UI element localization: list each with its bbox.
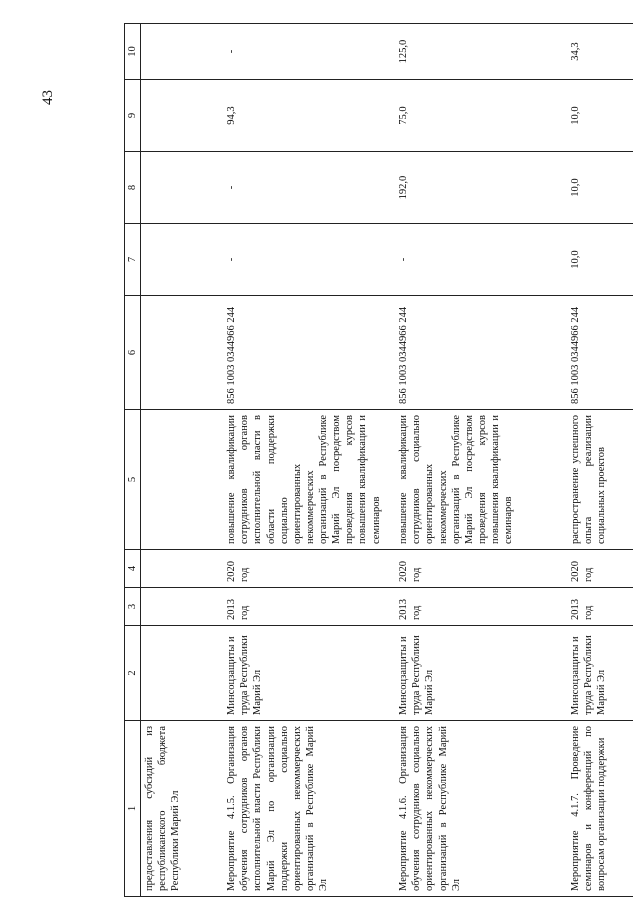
column-header: 4 [125,550,141,588]
column-header: 5 [125,410,141,550]
table-row [141,24,224,897]
expected-result-cell [141,410,224,550]
page-number: 43 [40,90,56,105]
expected-result-cell: повышение квалификации сотрудников органов исполнительной власти в области поддержки социально ориентированных некоммерческих организаций в Республике Марий Эл посредством проведения курсов повышения квалификации и семинаров [223,410,395,550]
amount-cell: 10,0 [567,224,633,296]
amount-cell [141,24,224,80]
measure-name-cell: Мероприятие 4.1.7. Проведение семинаров и конференций по вопросам организации поддержки [567,721,633,897]
measure-name-cell: предоставления субсидий из республиканского бюджета Республики Марий Эл [141,721,224,897]
executor-cell: Минсоцзащиты и труда Республики Марий Эл [395,626,567,721]
expected-result-cell: повышение квалификации сотрудников социально ориентированных некоммерческих организаций в Республике Марий Эл посредством проведения курсов повышения квалификации и семинаров [395,410,567,550]
amount-cell: 125,0 [395,24,567,80]
start-year-cell: 2013 год [223,588,395,626]
amount-cell: - [223,224,395,296]
program-measures-table [124,23,633,897]
column-header: 3 [125,588,141,626]
amount-cell [141,152,224,224]
amount-cell: 10,0 [567,152,633,224]
column-header: 6 [125,296,141,410]
amount-cell [141,80,224,152]
end-year-cell: 2020 год [223,550,395,588]
amount-cell: - [223,24,395,80]
measure-name-cell: Мероприятие 4.1.5. Организация обучения сотрудников органов исполнительной власти Республики Марий Эл по организации поддержки социально ориентированных некоммерческих организаций в Республике Марий Эл [223,721,395,897]
start-year-cell: 2013 год [395,588,567,626]
column-header: 7 [125,224,141,296]
column-header: 2 [125,626,141,721]
amount-cell: 192,0 [395,152,567,224]
executor-cell [141,626,224,721]
column-header: 10 [125,24,141,80]
expected-result-cell: распространение успешного опыта реализации социальных проектов [567,410,633,550]
budget-code-cell: 856 1003 0344966 244 [567,296,633,410]
end-year-cell: 2020 год [395,550,567,588]
column-header: 8 [125,152,141,224]
executor-cell: Минсоцзащиты и труда Республики Марий Эл [223,626,395,721]
table-header-row [125,24,141,897]
budget-code-cell: 856 1003 0344966 244 [223,296,395,410]
measure-name-cell: Мероприятие 4.1.6. Организация обучения сотрудников социально ориентированных некоммерческих организаций в Республике Марий Эл [395,721,567,897]
budget-code-cell [141,296,224,410]
table-row [223,24,395,897]
end-year-cell [141,550,224,588]
amount-cell: - [395,224,567,296]
amount-cell: 94,3 [223,80,395,152]
table-row [567,24,633,897]
start-year-cell: 2013 год [567,588,633,626]
budget-code-cell: 856 1003 0344966 244 [395,296,567,410]
start-year-cell [141,588,224,626]
amount-cell: 75,0 [395,80,567,152]
amount-cell: - [223,152,395,224]
column-header: 1 [125,721,141,897]
amount-cell: 34,3 [567,24,633,80]
executor-cell: Минсоцзащиты и труда Республики Марий Эл [567,626,633,721]
amount-cell [141,224,224,296]
table-row [395,24,567,897]
column-header: 9 [125,80,141,152]
amount-cell: 10,0 [567,80,633,152]
end-year-cell: 2020 год [567,550,633,588]
